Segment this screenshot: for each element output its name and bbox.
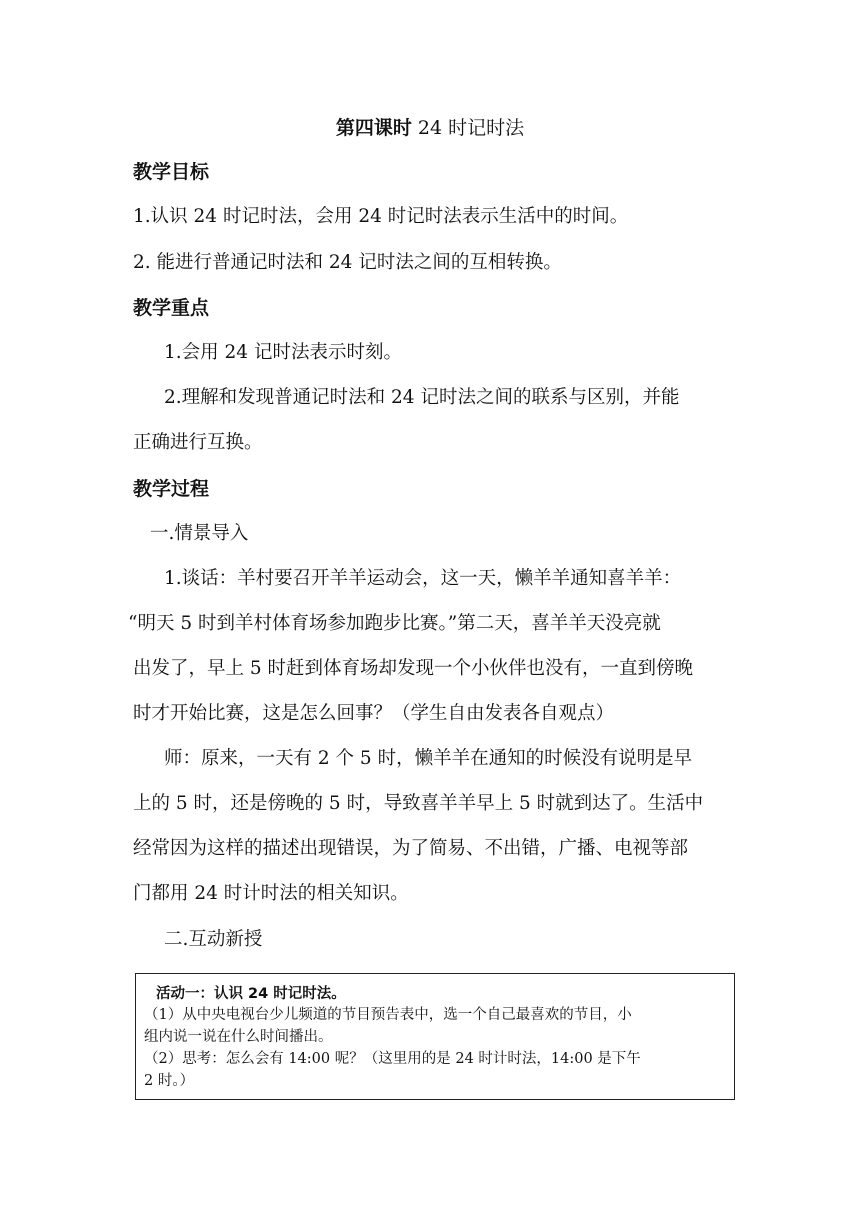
process-line-3: 出发了，早上 5 时赶到体育场却发现一个小伙伴也没有，一直到傍晚 <box>133 658 694 679</box>
process-line-7: 经常因为这样的描述出现错误，为了简易、不出错，广播、电视等部 <box>133 838 689 859</box>
goal-line-2: 2. 能进行普通记时法和 24 记时法之间的互相转换。 <box>133 252 562 273</box>
key-point-line-3: 正确进行互换。 <box>133 432 263 453</box>
activity-heading: 活动一：认识 24 时记时法。 <box>156 986 346 1002</box>
key-point-line-2: 2.理解和发现普通记时法和 24 记时法之间的联系与区别，并能 <box>164 387 680 408</box>
activity-line-3: （2）思考：怎么会有 14:00 呢？（这里用的是 24 时计时法，14:00 是下午 <box>144 1051 641 1067</box>
process-line-4: 时才开始比赛，这是怎么回事？（学生自由发表各自观点） <box>133 703 615 724</box>
process-heading: 教学过程 <box>133 478 210 500</box>
activity-line-1: （1）从中央电视台少儿频道的节目预告表中，选一个自己最喜欢的节目，小 <box>144 1007 632 1023</box>
process-line-5: 师：原来，一天有 2 个 5 时，懒羊羊在通知的时候没有说明是早 <box>164 748 693 769</box>
process-line-8: 门都用 24 时计时法的相关知识。 <box>133 883 409 904</box>
key-points-heading: 教学重点 <box>133 297 210 319</box>
key-point-line-1: 1.会用 24 记时法表示时刻。 <box>164 342 402 363</box>
activity-line-2: 组内说一说在什么时间播出。 <box>144 1029 333 1045</box>
process-subheading-1: 一.情景导入 <box>150 523 249 544</box>
activity-box <box>135 973 735 1100</box>
process-subheading-2: 二.互动新授 <box>164 929 263 950</box>
activity-line-4: 2 时。） <box>144 1073 195 1089</box>
process-line-2: “明天 5 时到羊村体育场参加跑步比赛。”第二天，喜羊羊天没亮就 <box>128 613 661 634</box>
goal-line-1: 1.认识 24 时记时法，会用 24 时记时法表示生活中的时间。 <box>133 206 629 227</box>
process-line-6: 上的 5 时，还是傍晚的 5 时，导致喜羊羊早上 5 时就到达了。生活中 <box>133 793 704 814</box>
lesson-title-rest: 24 时记时法 <box>411 117 525 139</box>
goals-heading: 教学目标 <box>133 161 210 183</box>
lesson-title <box>0 114 860 142</box>
lesson-title-bold: 第四课时 <box>335 117 412 139</box>
process-line-1: 1.谈话：羊村要召开羊羊运动会，这一天，懒羊羊通知喜羊羊： <box>164 568 682 589</box>
